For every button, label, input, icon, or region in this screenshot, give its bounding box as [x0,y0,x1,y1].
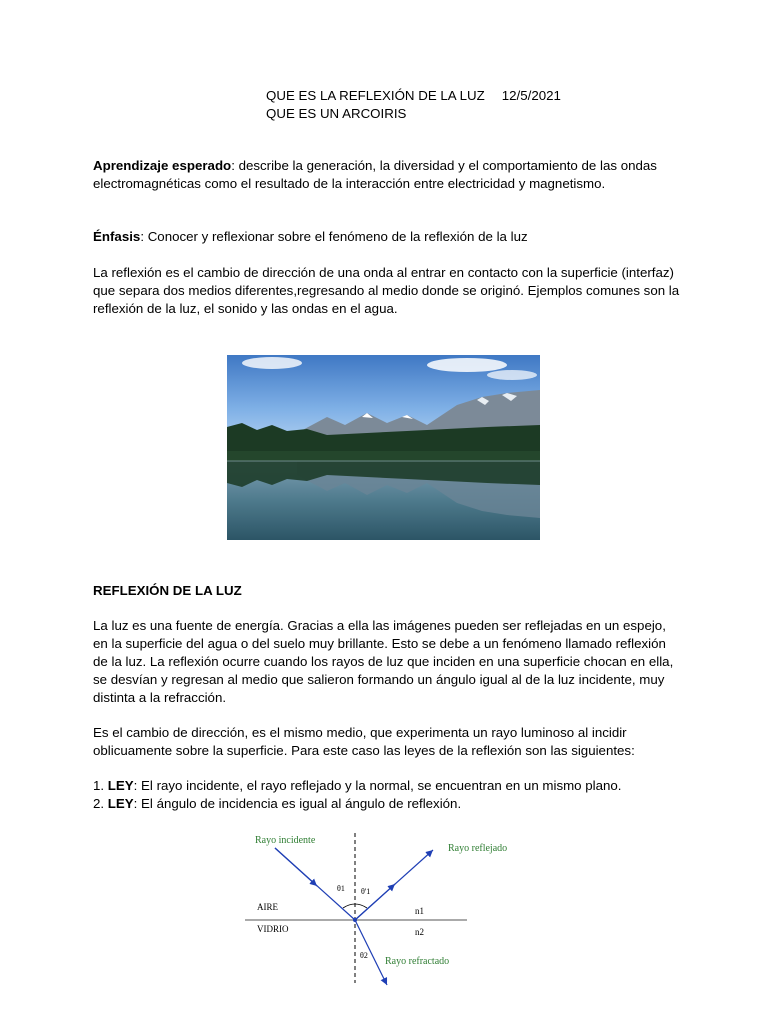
law-text: : El rayo incidente, el rayo reflejado y la normal, se encuentran en un mismo plano. [133,778,622,793]
laws-list [93,777,683,813]
intro-paragraph: La reflexión es el cambio de dirección de una onda al entrar en contacto con la superficie (interfaz) que separa dos medios diferentes,regresando al medio donde se originó. Ejemplos comunes son la reflexión de la luz, el sonido y las ondas en el agua. [93,265,680,316]
theta2-label: θ2 [360,951,368,960]
law-number: 2. [93,796,108,811]
document-date: 12/5/2021 [501,88,561,103]
medium-bottom-label: VIDRIO [257,924,289,934]
law-item [93,777,683,795]
section-heading: REFLEXIÓN DE LA LUZ [93,583,242,598]
law-label: LEY [107,778,134,793]
aprendizaje-paragraph [93,157,683,193]
law-text: : El ángulo de incidencia es igual al ángulo de reflexión. [133,796,462,811]
luz-paragraph: La luz es una fuente de energía. Gracias a ella las imágenes pueden ser reflejadas en un espejo, en la superficie del agua o del suelo muy brillante. Esto se debe a un fenómeno llamado reflexión de la luz. La reflexión ocurre cuando los rayos de luz que inciden en una superficie chocan en ella, se desvían y regresan al medio que salieron formando un ángulo igual al de la luz incidente, muy distinta a la refracción. [93,618,674,705]
reflected-ray-label: Rayo reflejado [448,843,508,854]
law-item [93,795,683,813]
n1-label: n1 [415,906,424,916]
title-line-1 [266,87,561,105]
law-number: 1. [93,778,108,793]
enfasis-paragraph [93,228,683,246]
law-label: LEY [107,796,134,811]
medium-top-label: AIRE [257,902,278,912]
theta1-prime-label: θ'1 [361,887,371,896]
cambio-paragraph: Es el cambio de dirección, es el mismo medio, que experimenta un rayo luminoso al incidir oblicuamente sobre la superficie. Para este caso las leyes de la reflexión son las siguientes: [93,725,635,758]
aprendizaje-text: : describe la generación, la diversidad y el comportamiento de las ondas electromagnéticas como el resultado de la interacción entre electricidad y magnetismo. [93,158,657,191]
incident-ray-label: Rayo incidente [255,835,316,846]
mountain-lake-reflection-image [227,355,540,540]
document-header [266,87,561,123]
reflection-diagram [245,828,535,988]
enfasis-text: : Conocer y reflexionar sobre el fenómeno de la reflexión de la luz [140,229,528,244]
refracted-ray-label: Rayo refractado [385,956,450,967]
document-subtitle: QUE ES UN ARCOIRIS [266,106,407,121]
document-title: QUE ES LA REFLEXIÓN DE LA LUZ [266,88,485,103]
n2-label: n2 [415,927,424,937]
aprendizaje-label: Aprendizaje esperado [93,158,232,173]
theta1-label: θ1 [337,884,345,893]
enfasis-label: Énfasis [93,229,141,244]
